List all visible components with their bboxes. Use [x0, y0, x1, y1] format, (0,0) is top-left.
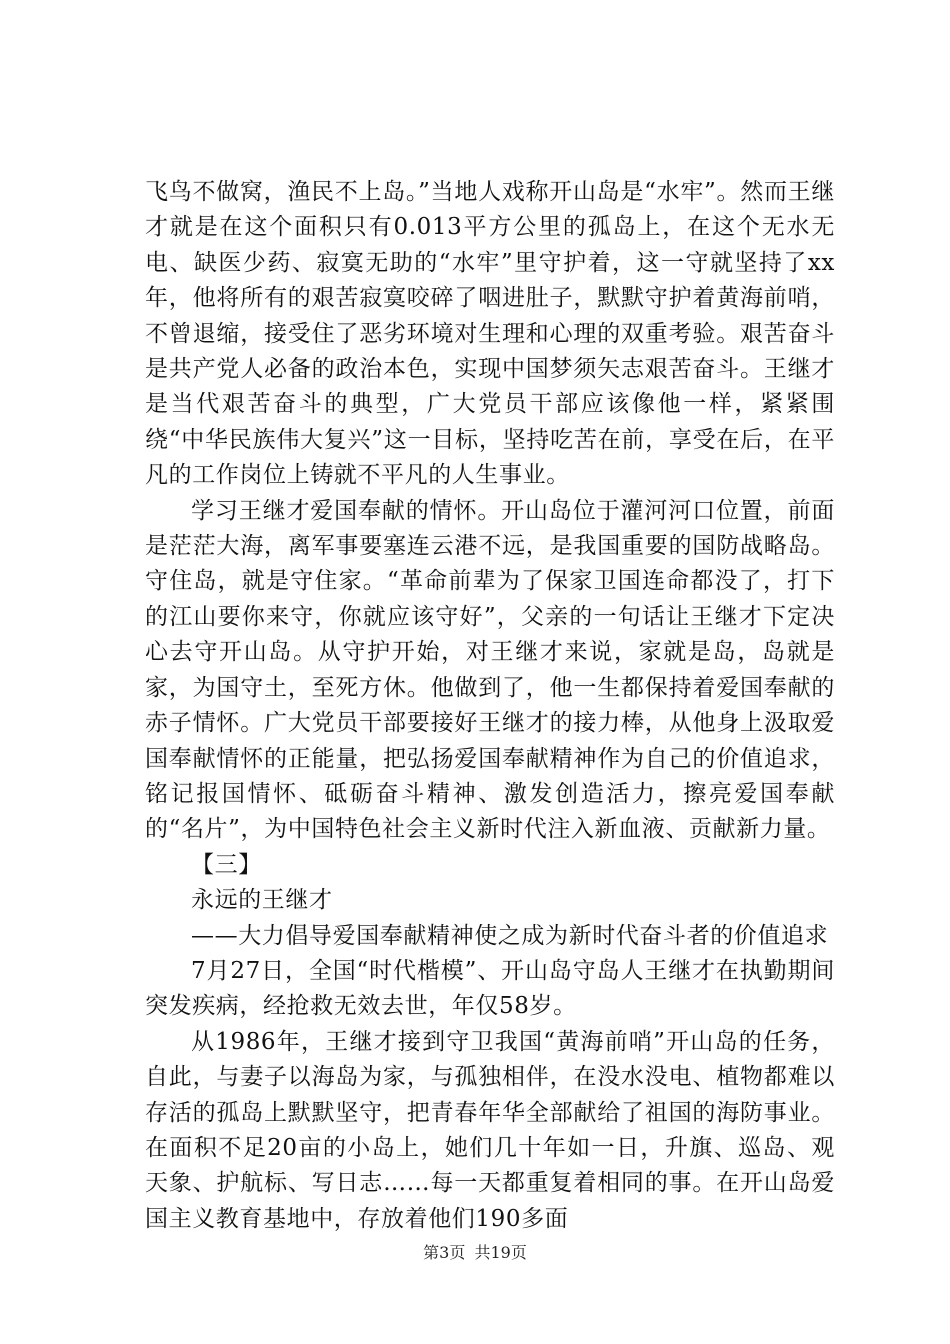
section-marker: 【三】: [191, 851, 262, 878]
document-body: [145, 175, 835, 1237]
page-number: 第3页: [423, 1243, 466, 1262]
page-total: 共19页: [474, 1243, 527, 1262]
article-subtitle: ——大力倡导爱国奉献精神使之成为新时代奋斗者的价值追求: [191, 922, 829, 949]
paragraph-news-lead: 7月27日，全国“时代楷模”、开山岛守岛人王继才在执勤期间突发疾病，经抢救无效去世，年仅58岁。: [145, 957, 835, 1020]
paragraph-continuation: 飞鸟不做窝，渔民不上岛。”当地人戏称开山岛是“水牢”。然而王继才就是在这个面积只有0.013平方公里的孤岛上，在这个无水无电、缺医少药、寂寞无助的“水牢”里守护着，这一守就坚持了xx年，他将所有的艰苦寂寞咬碎了咽进肚子，默默守护着黄海前哨，不曾退缩，接受住了恶劣环境对生理和心理的双重考验。艰苦奋斗是共产党人必备的政治本色，实现中国梦须矢志艰苦奋斗。王继才是当代艰苦奋斗的典型，广大党员干部应该像他一样，紧紧围绕“中华民族伟大复兴”这一目标，坚持吃苦在前，享受在后，在平凡的工作岗位上铸就不平凡的人生事业。: [145, 179, 835, 489]
paragraph-patriotic-dedication: 学习王继才爱国奉献的情怀。开山岛位于灌河河口位置，前面是茫茫大海，离军事要塞连云港不远，是我国重要的国防战略岛。守住岛，就是守住家。“革命前辈为了保家卫国连命都没了，打下的江山要你来守，你就应该守好”，父亲的一句话让王继才下定决心去守开山岛。从守护开始，对王继才来说，家就是岛，岛就是家，为国守土，至死方休。他做到了，他一生都保持着爱国奉献的赤子情怀。广大党员干部要接好王继才的接力棒，从他身上汲取爱国奉献情怀的正能量，把弘扬爱国奉献精神作为自己的价值追求，铭记报国情怀、砥砺奋斗精神、激发创造活力，擦亮爱国奉献的“名片”，为中国特色社会主义新时代注入新血液、贡献新力量。: [145, 497, 835, 843]
page-footer: [0, 1243, 950, 1263]
article-title: 永远的王继才: [191, 887, 333, 914]
paragraph-island-duty: 从1986年，王继才接到守卫我国“黄海前哨”开山岛的任务，自此，与妻子以海岛为家，与孤独相伴，在没水没电、植物都难以存活的孤岛上默默坚守，把青春年华全部献给了祖国的海防事业。在面积不足20亩的小岛上，她们几十年如一日，升旗、巡岛、观天象、护航标、写日志……每一天都重复着相同的事。在开山岛爱国主义教育基地中，存放着他们190多面: [145, 1028, 835, 1232]
